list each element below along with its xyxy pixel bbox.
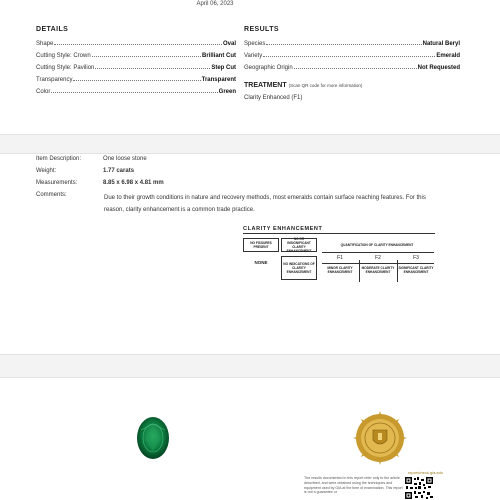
- treatment-value: Clarity Enhanced (F1): [244, 95, 303, 101]
- clarity-level-rule: [322, 263, 434, 264]
- details-row-crown: [36, 50, 236, 59]
- details-value: Brilliant Cut: [202, 53, 236, 59]
- clarity-desc-f2: MODERATE CLARITY ENHANCEMENT: [361, 266, 395, 274]
- report-date: April 06, 2023: [196, 1, 234, 7]
- details-value: Transparent: [201, 77, 236, 83]
- results-value: Not Requested: [417, 65, 460, 71]
- clarity-level-f2: F2: [375, 255, 381, 261]
- info-label: Weight:: [36, 168, 57, 174]
- clarity-no-evidence: NO OR INSIGNIFICANT CLARITY ENHANCEMENT: [281, 238, 317, 252]
- results-value: Emerald: [436, 53, 460, 59]
- details-value: Green: [218, 89, 236, 95]
- divider-band-top: [0, 134, 500, 154]
- clarity-none: NONE: [254, 260, 268, 265]
- clarity-desc-f1: MINOR CLARITY ENHANCEMENT: [327, 266, 353, 274]
- info-label: Item Description:: [36, 156, 82, 162]
- details-heading: DETAILS: [36, 26, 69, 33]
- treatment-heading: [244, 82, 362, 89]
- info-label: Measurements:: [36, 180, 78, 186]
- treatment-note: (Scan QR code for more information): [288, 83, 363, 88]
- clarity-level-f1: F1: [337, 255, 343, 261]
- info-value: 8.85 x 6.98 x 4.81 mm: [103, 180, 164, 186]
- results-row-variety: [244, 50, 460, 59]
- details-value: Oval: [222, 41, 236, 47]
- details-label: Shape: [36, 41, 54, 47]
- clarity-no-indications: NO INDICATIONS OF CLARITY ENHANCEMENT: [281, 256, 317, 280]
- clarity-level-f3: F3: [413, 255, 419, 261]
- clarity-desc-f3: SIGNIFICANT CLARITY ENHANCEMENT: [398, 266, 434, 274]
- details-row-shape: [36, 38, 236, 47]
- clarity-no-fissures: NO FISSURES PRESENT: [243, 238, 279, 252]
- clarity-title-rule: [243, 233, 435, 234]
- details-label: Cutting Style: Pavilion: [36, 65, 95, 71]
- details-row-transparency: [36, 74, 236, 83]
- results-label: Geographic Origin: [244, 65, 293, 71]
- disclaimer-text: The results documented in this report refer only to the article described, and were obtained using the techniques and equipment used by GIA at the time of examination. This report is not a guarantee or: [304, 476, 403, 495]
- clarity-quantification: QUANTIFICATION OF CLARITY ENHANCEMENT: [340, 243, 414, 247]
- details-label: Transparency: [36, 77, 73, 83]
- info-value: One loose stone: [103, 156, 147, 162]
- qr-code-icon[interactable]: [404, 476, 434, 500]
- emerald-gemstone-image: [136, 416, 170, 460]
- results-value: Natural Beryl: [422, 41, 460, 47]
- details-value: Step Cut: [211, 65, 236, 71]
- clarity-title: CLARITY ENHANCEMENT: [243, 226, 323, 232]
- clarity-quant-rule: [322, 252, 434, 253]
- gold-seal-icon: [352, 410, 408, 466]
- details-row-pavilion: [36, 62, 236, 71]
- comments-text: Due to their growth conditions in nature and recovery methods, most emeralds contain surface reaching features. For this reason, clarity enhancement is a common trade practice.: [104, 195, 426, 213]
- divider-band-bottom: [0, 354, 500, 378]
- results-label: Variety: [244, 53, 263, 59]
- treatment-heading-text: TREATMENT: [244, 82, 287, 89]
- report-check-link[interactable]: reportcheck.gia.edu: [408, 470, 444, 475]
- info-label: Comments:: [36, 192, 67, 198]
- results-row-species: [244, 38, 460, 47]
- details-label: Cutting Style: Crown: [36, 53, 91, 59]
- details-label: Color: [36, 89, 51, 95]
- details-row-color: [36, 86, 236, 95]
- results-heading: RESULTS: [244, 26, 279, 33]
- info-value: 1.77 carats: [103, 168, 135, 174]
- results-label: Species: [244, 41, 266, 47]
- results-row-origin: [244, 62, 460, 71]
